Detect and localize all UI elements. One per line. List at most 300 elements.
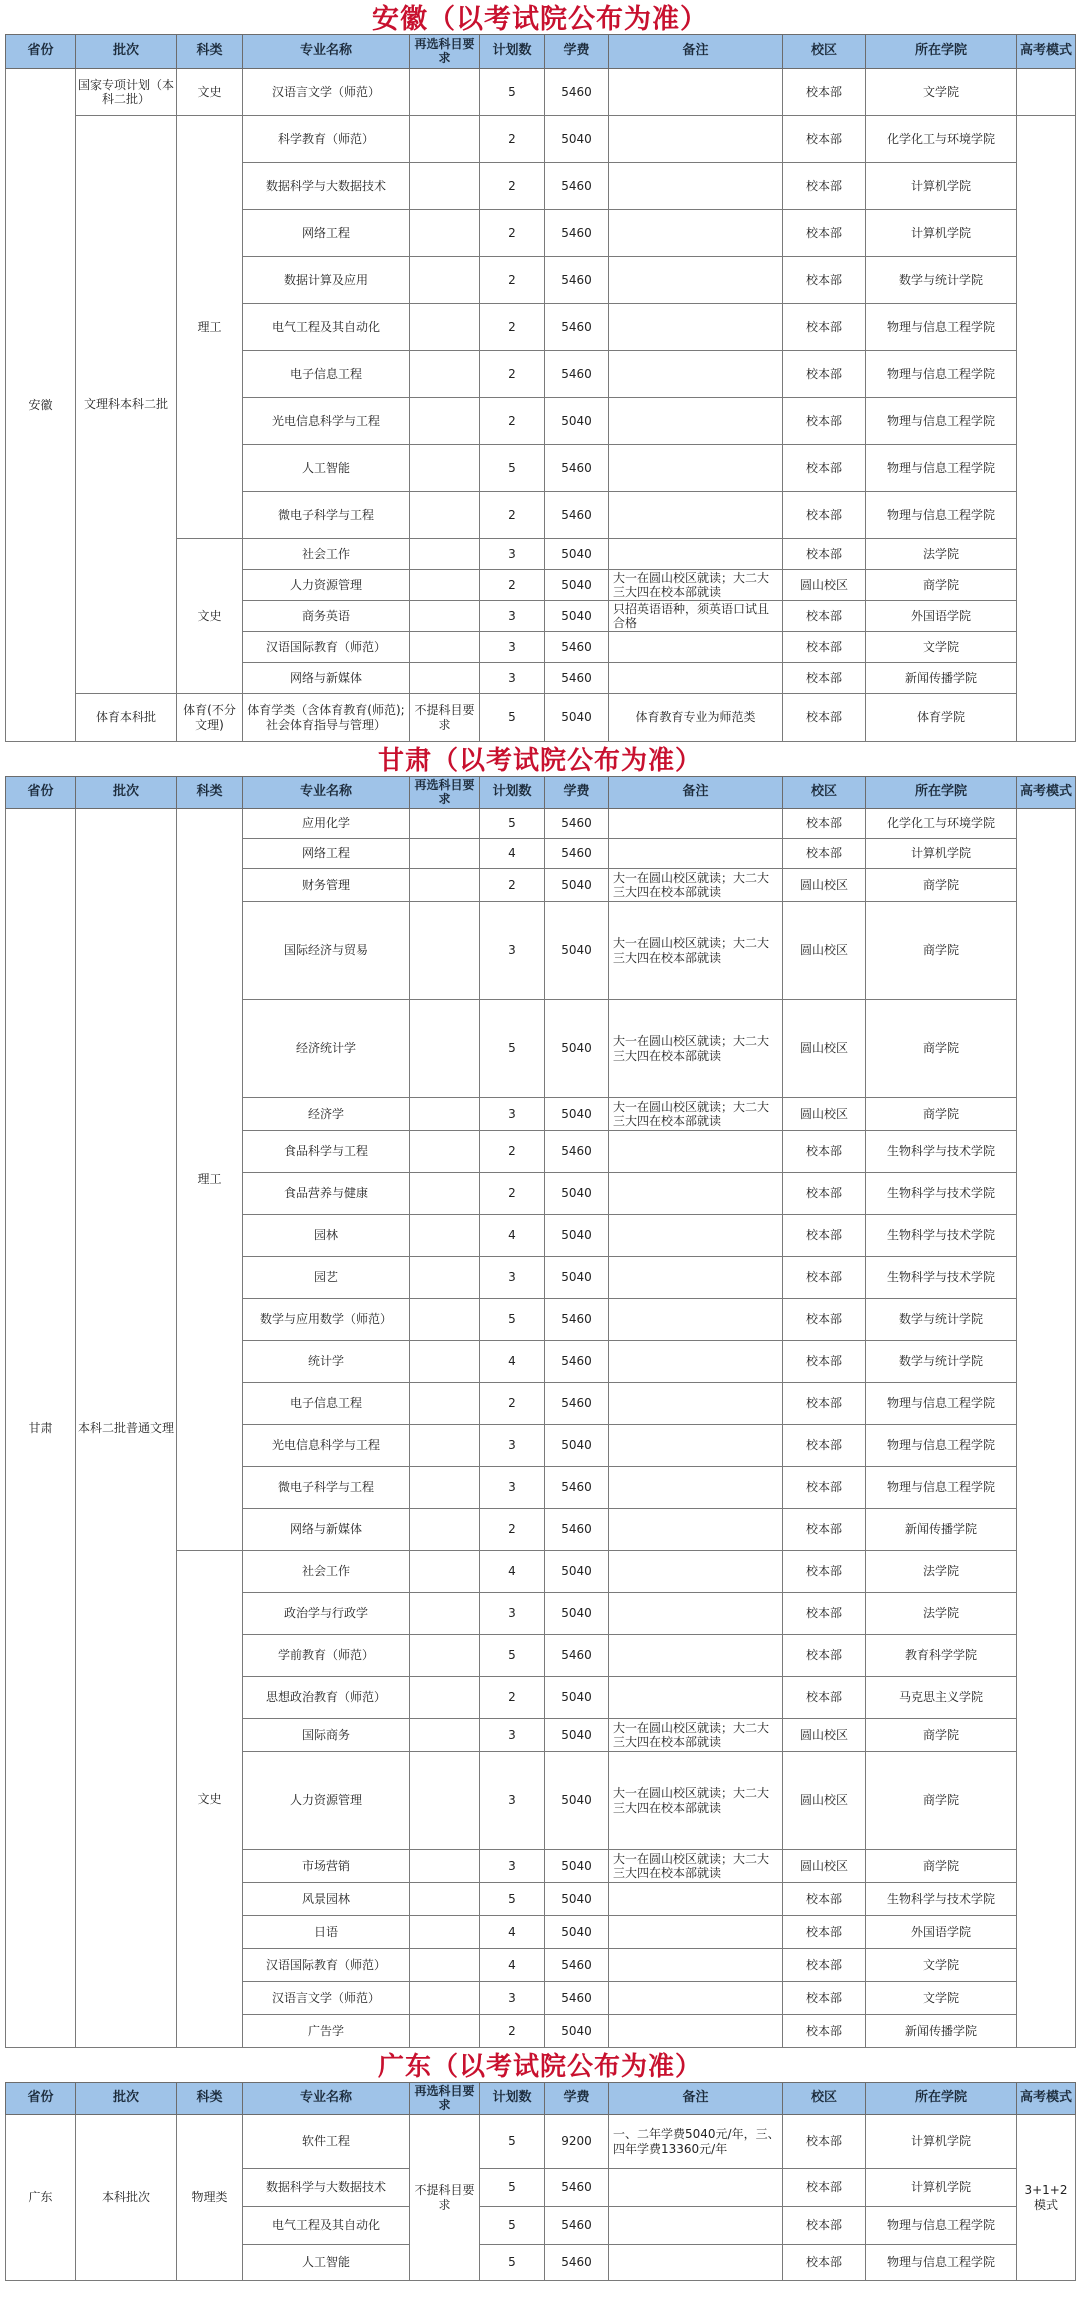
fee-cell: 5460 bbox=[545, 1383, 609, 1425]
fee-cell: 5040 bbox=[545, 1752, 609, 1850]
table-row bbox=[6, 69, 1076, 116]
plan-cell: 2 bbox=[480, 1173, 545, 1215]
requirement-cell bbox=[410, 1215, 480, 1257]
fee-cell: 5040 bbox=[545, 1850, 609, 1883]
requirement-cell bbox=[410, 1299, 480, 1341]
header-cell: 高考模式 bbox=[1017, 35, 1076, 69]
college-cell: 商学院 bbox=[866, 1719, 1017, 1752]
batch-cell: 本科二批普通文理 bbox=[76, 809, 177, 2048]
college-cell: 文学院 bbox=[866, 632, 1017, 663]
plan-cell: 2 bbox=[480, 869, 545, 902]
plan-cell: 4 bbox=[480, 1215, 545, 1257]
requirement-cell bbox=[410, 445, 480, 492]
plan-cell: 4 bbox=[480, 1341, 545, 1383]
fee-cell: 5460 bbox=[545, 632, 609, 663]
anhui-section bbox=[0, 0, 1080, 742]
plan-cell: 2 bbox=[480, 257, 545, 304]
major-cell: 食品科学与工程 bbox=[243, 1131, 410, 1173]
note-cell bbox=[609, 1883, 783, 1916]
campus-cell: 校本部 bbox=[783, 116, 866, 163]
note-cell: 大一在圆山校区就读；大二大三大四在校本部就读 bbox=[609, 1752, 783, 1850]
admission-table bbox=[5, 776, 1076, 2048]
note-cell bbox=[609, 210, 783, 257]
campus-cell: 校本部 bbox=[783, 1425, 866, 1467]
fee-cell: 5040 bbox=[545, 398, 609, 445]
header-cell: 备注 bbox=[609, 2083, 783, 2115]
plan-cell: 3 bbox=[480, 1752, 545, 1850]
campus-cell: 校本部 bbox=[783, 2115, 866, 2169]
fee-cell: 5040 bbox=[545, 1551, 609, 1593]
table-header-row bbox=[6, 777, 1076, 809]
category-cell: 物理类 bbox=[177, 2115, 243, 2281]
table-row bbox=[6, 809, 1076, 839]
major-cell: 人力资源管理 bbox=[243, 1752, 410, 1850]
plan-cell: 4 bbox=[480, 1551, 545, 1593]
major-cell: 微电子科学与工程 bbox=[243, 1467, 410, 1509]
note-cell bbox=[609, 257, 783, 304]
header-cell: 所在学院 bbox=[866, 777, 1017, 809]
plan-cell: 5 bbox=[480, 69, 545, 116]
requirement-cell bbox=[410, 2015, 480, 2048]
major-cell: 经济统计学 bbox=[243, 1000, 410, 1098]
major-cell: 园艺 bbox=[243, 1257, 410, 1299]
note-cell: 体育教育专业为师范类 bbox=[609, 694, 783, 742]
requirement-cell bbox=[410, 632, 480, 663]
plan-cell: 2 bbox=[480, 398, 545, 445]
header-cell: 校区 bbox=[783, 777, 866, 809]
major-cell: 社会工作 bbox=[243, 539, 410, 570]
fee-cell: 5040 bbox=[545, 1719, 609, 1752]
requirement-cell bbox=[410, 351, 480, 398]
admission-table bbox=[5, 2082, 1076, 2281]
college-cell: 计算机学院 bbox=[866, 2115, 1017, 2169]
major-cell: 应用化学 bbox=[243, 809, 410, 839]
province-cell: 广东 bbox=[6, 2115, 76, 2281]
requirement-cell bbox=[410, 1677, 480, 1719]
note-cell bbox=[609, 1467, 783, 1509]
major-cell: 汉语言文学（师范） bbox=[243, 69, 410, 116]
note-cell bbox=[609, 1949, 783, 1982]
fee-cell: 5460 bbox=[545, 1949, 609, 1982]
major-cell: 微电子科学与工程 bbox=[243, 492, 410, 539]
header-cell: 学费 bbox=[545, 35, 609, 69]
campus-cell: 校本部 bbox=[783, 1551, 866, 1593]
plan-cell: 3 bbox=[480, 1593, 545, 1635]
major-cell: 体育学类（含体育教育(师范);社会体育指导与管理） bbox=[243, 694, 410, 742]
note-cell bbox=[609, 1593, 783, 1635]
campus-cell: 圆山校区 bbox=[783, 1098, 866, 1131]
fee-cell: 5460 bbox=[545, 1341, 609, 1383]
header-cell: 省份 bbox=[6, 777, 76, 809]
campus-cell: 圆山校区 bbox=[783, 1000, 866, 1098]
fee-cell: 5460 bbox=[545, 445, 609, 492]
major-cell: 商务英语 bbox=[243, 601, 410, 632]
fee-cell: 5040 bbox=[545, 2015, 609, 2048]
category-cell: 文史 bbox=[177, 539, 243, 694]
requirement-cell bbox=[410, 1949, 480, 1982]
college-cell: 新闻传播学院 bbox=[866, 663, 1017, 694]
major-cell: 园林 bbox=[243, 1215, 410, 1257]
note-cell bbox=[609, 1982, 783, 2015]
campus-cell: 校本部 bbox=[783, 445, 866, 492]
province-cell: 甘肃 bbox=[6, 809, 76, 2048]
campus-cell: 校本部 bbox=[783, 304, 866, 351]
major-cell: 广告学 bbox=[243, 2015, 410, 2048]
college-cell: 法学院 bbox=[866, 1593, 1017, 1635]
fee-cell: 5040 bbox=[545, 1593, 609, 1635]
campus-cell: 校本部 bbox=[783, 539, 866, 570]
college-cell: 文学院 bbox=[866, 69, 1017, 116]
header-cell: 科类 bbox=[177, 2083, 243, 2115]
campus-cell: 校本部 bbox=[783, 2015, 866, 2048]
major-cell: 网络与新媒体 bbox=[243, 663, 410, 694]
requirement-cell bbox=[410, 601, 480, 632]
campus-cell: 圆山校区 bbox=[783, 902, 866, 1000]
header-cell: 计划数 bbox=[480, 35, 545, 69]
requirement-cell bbox=[410, 809, 480, 839]
header-cell: 高考模式 bbox=[1017, 2083, 1076, 2115]
note-cell bbox=[609, 839, 783, 869]
campus-cell: 校本部 bbox=[783, 1215, 866, 1257]
plan-cell: 5 bbox=[480, 1635, 545, 1677]
table-header-row bbox=[6, 2083, 1076, 2115]
campus-cell: 校本部 bbox=[783, 1982, 866, 2015]
college-cell: 商学院 bbox=[866, 869, 1017, 902]
table-header-row bbox=[6, 35, 1076, 69]
major-cell: 社会工作 bbox=[243, 1551, 410, 1593]
category-cell: 体育(不分文理) bbox=[177, 694, 243, 742]
major-cell: 市场营销 bbox=[243, 1850, 410, 1883]
table-row bbox=[6, 2115, 1076, 2169]
mode-cell bbox=[1017, 809, 1076, 2048]
fee-cell: 5040 bbox=[545, 1098, 609, 1131]
requirement-cell bbox=[410, 1850, 480, 1883]
campus-cell: 校本部 bbox=[783, 663, 866, 694]
major-cell: 人力资源管理 bbox=[243, 570, 410, 601]
college-cell: 法学院 bbox=[866, 539, 1017, 570]
plan-cell: 5 bbox=[480, 2115, 545, 2169]
note-cell bbox=[609, 304, 783, 351]
campus-cell: 校本部 bbox=[783, 1677, 866, 1719]
note-cell bbox=[609, 1257, 783, 1299]
campus-cell: 校本部 bbox=[783, 839, 866, 869]
plan-cell: 3 bbox=[480, 902, 545, 1000]
college-cell: 计算机学院 bbox=[866, 839, 1017, 869]
note-cell: 大一在圆山校区就读；大二大三大四在校本部就读 bbox=[609, 1098, 783, 1131]
province-cell: 安徽 bbox=[6, 69, 76, 742]
campus-cell: 校本部 bbox=[783, 2245, 866, 2281]
fee-cell: 5460 bbox=[545, 1131, 609, 1173]
note-cell bbox=[609, 1509, 783, 1551]
note-cell bbox=[609, 809, 783, 839]
college-cell: 商学院 bbox=[866, 1850, 1017, 1883]
header-cell: 省份 bbox=[6, 2083, 76, 2115]
section-title: 安徽（以考试院公布为准） bbox=[372, 4, 708, 35]
major-cell: 电气工程及其自动化 bbox=[243, 304, 410, 351]
fee-cell: 5040 bbox=[545, 601, 609, 632]
batch-cell: 体育本科批 bbox=[76, 694, 177, 742]
header-cell: 专业名称 bbox=[243, 35, 410, 69]
note-cell: 一、二年学费5040元/年，三、四年学费13360元/年 bbox=[609, 2115, 783, 2169]
fee-cell: 5040 bbox=[545, 1257, 609, 1299]
college-cell: 物理与信息工程学院 bbox=[866, 1425, 1017, 1467]
header-cell: 备注 bbox=[609, 777, 783, 809]
campus-cell: 校本部 bbox=[783, 1593, 866, 1635]
campus-cell: 圆山校区 bbox=[783, 1719, 866, 1752]
mode-cell bbox=[1017, 69, 1076, 116]
college-cell: 生物科学与技术学院 bbox=[866, 1173, 1017, 1215]
requirement-cell bbox=[410, 1916, 480, 1949]
plan-cell: 2 bbox=[480, 492, 545, 539]
college-cell: 生物科学与技术学院 bbox=[866, 1883, 1017, 1916]
header-cell: 科类 bbox=[177, 35, 243, 69]
fee-cell: 5460 bbox=[545, 304, 609, 351]
college-cell: 物理与信息工程学院 bbox=[866, 304, 1017, 351]
requirement-cell: 不提科目要求 bbox=[410, 694, 480, 742]
plan-cell: 5 bbox=[480, 2169, 545, 2207]
major-cell: 学前教育（师范） bbox=[243, 1635, 410, 1677]
campus-cell: 圆山校区 bbox=[783, 1850, 866, 1883]
major-cell: 财务管理 bbox=[243, 869, 410, 902]
college-cell: 生物科学与技术学院 bbox=[866, 1131, 1017, 1173]
note-cell bbox=[609, 351, 783, 398]
college-cell: 物理与信息工程学院 bbox=[866, 351, 1017, 398]
requirement-cell bbox=[410, 1000, 480, 1098]
major-cell: 汉语国际教育（师范） bbox=[243, 1949, 410, 1982]
requirement-cell bbox=[410, 492, 480, 539]
college-cell: 外国语学院 bbox=[866, 1916, 1017, 1949]
requirement-cell bbox=[410, 257, 480, 304]
note-cell bbox=[609, 2207, 783, 2245]
campus-cell: 校本部 bbox=[783, 1509, 866, 1551]
campus-cell: 校本部 bbox=[783, 1635, 866, 1677]
plan-cell: 5 bbox=[480, 1299, 545, 1341]
header-cell: 校区 bbox=[783, 2083, 866, 2115]
major-cell: 电气工程及其自动化 bbox=[243, 2207, 410, 2245]
major-cell: 数据科学与大数据技术 bbox=[243, 2169, 410, 2207]
college-cell: 商学院 bbox=[866, 902, 1017, 1000]
plan-cell: 2 bbox=[480, 163, 545, 210]
fee-cell: 5040 bbox=[545, 1677, 609, 1719]
note-cell bbox=[609, 445, 783, 492]
major-cell: 思想政治教育（师范） bbox=[243, 1677, 410, 1719]
plan-cell: 2 bbox=[480, 1677, 545, 1719]
fee-cell: 5040 bbox=[545, 1425, 609, 1467]
header-cell: 再选科目要求 bbox=[410, 2083, 480, 2115]
campus-cell: 校本部 bbox=[783, 809, 866, 839]
fee-cell: 5040 bbox=[545, 869, 609, 902]
campus-cell: 校本部 bbox=[783, 1131, 866, 1173]
fee-cell: 5040 bbox=[545, 694, 609, 742]
section-title: 甘肃（以考试院公布为准） bbox=[377, 746, 702, 776]
plan-cell: 2 bbox=[480, 1509, 545, 1551]
note-cell bbox=[609, 163, 783, 210]
guangdong-section bbox=[0, 2048, 1080, 2281]
major-cell: 统计学 bbox=[243, 1341, 410, 1383]
requirement-cell: 不提科目要求 bbox=[410, 2115, 480, 2281]
campus-cell: 校本部 bbox=[783, 210, 866, 257]
college-cell: 计算机学院 bbox=[866, 210, 1017, 257]
major-cell: 国际经济与贸易 bbox=[243, 902, 410, 1000]
campus-cell: 校本部 bbox=[783, 2207, 866, 2245]
note-cell bbox=[609, 69, 783, 116]
plan-cell: 5 bbox=[480, 809, 545, 839]
requirement-cell bbox=[410, 1719, 480, 1752]
note-cell bbox=[609, 1173, 783, 1215]
college-cell: 商学院 bbox=[866, 1752, 1017, 1850]
college-cell: 物理与信息工程学院 bbox=[866, 2207, 1017, 2245]
note-cell: 大一在圆山校区就读；大二大三大四在校本部就读 bbox=[609, 1719, 783, 1752]
plan-cell: 2 bbox=[480, 210, 545, 257]
major-cell: 政治学与行政学 bbox=[243, 1593, 410, 1635]
college-cell: 法学院 bbox=[866, 1551, 1017, 1593]
plan-cell: 3 bbox=[480, 1425, 545, 1467]
major-cell: 经济学 bbox=[243, 1098, 410, 1131]
major-cell: 国际商务 bbox=[243, 1719, 410, 1752]
requirement-cell bbox=[410, 1883, 480, 1916]
college-cell: 数学与统计学院 bbox=[866, 1299, 1017, 1341]
table-row bbox=[6, 116, 1076, 163]
fee-cell: 5460 bbox=[545, 492, 609, 539]
campus-cell: 校本部 bbox=[783, 1467, 866, 1509]
fee-cell: 5460 bbox=[545, 1299, 609, 1341]
note-cell bbox=[609, 632, 783, 663]
fee-cell: 5460 bbox=[545, 69, 609, 116]
requirement-cell bbox=[410, 1551, 480, 1593]
college-cell: 商学院 bbox=[866, 570, 1017, 601]
plan-cell: 2 bbox=[480, 2015, 545, 2048]
college-cell: 生物科学与技术学院 bbox=[866, 1257, 1017, 1299]
plan-cell: 3 bbox=[480, 539, 545, 570]
college-cell: 物理与信息工程学院 bbox=[866, 492, 1017, 539]
college-cell: 物理与信息工程学院 bbox=[866, 1383, 1017, 1425]
requirement-cell bbox=[410, 163, 480, 210]
plan-cell: 2 bbox=[480, 304, 545, 351]
note-cell: 大一在圆山校区就读；大二大三大四在校本部就读 bbox=[609, 1850, 783, 1883]
requirement-cell bbox=[410, 1593, 480, 1635]
requirement-cell bbox=[410, 570, 480, 601]
campus-cell: 校本部 bbox=[783, 257, 866, 304]
major-cell: 数学与应用数学（师范） bbox=[243, 1299, 410, 1341]
campus-cell: 校本部 bbox=[783, 1299, 866, 1341]
plan-cell: 2 bbox=[480, 116, 545, 163]
plan-cell: 3 bbox=[480, 632, 545, 663]
note-cell bbox=[609, 1131, 783, 1173]
header-cell: 学费 bbox=[545, 777, 609, 809]
fee-cell: 5460 bbox=[545, 2169, 609, 2207]
fee-cell: 5460 bbox=[545, 809, 609, 839]
header-cell: 再选科目要求 bbox=[410, 777, 480, 809]
plan-cell: 2 bbox=[480, 351, 545, 398]
campus-cell: 校本部 bbox=[783, 601, 866, 632]
note-cell bbox=[609, 539, 783, 570]
plan-cell: 2 bbox=[480, 1131, 545, 1173]
requirement-cell bbox=[410, 902, 480, 1000]
requirement-cell bbox=[410, 1098, 480, 1131]
requirement-cell bbox=[410, 1383, 480, 1425]
major-cell: 风景园林 bbox=[243, 1883, 410, 1916]
fee-cell: 9200 bbox=[545, 2115, 609, 2169]
admission-table bbox=[5, 34, 1076, 742]
major-cell: 光电信息科学与工程 bbox=[243, 1425, 410, 1467]
fee-cell: 5460 bbox=[545, 351, 609, 398]
college-cell: 物理与信息工程学院 bbox=[866, 2245, 1017, 2281]
fee-cell: 5040 bbox=[545, 1916, 609, 1949]
plan-cell: 4 bbox=[480, 1949, 545, 1982]
mode-cell: 3+1+2模式 bbox=[1017, 2115, 1076, 2281]
college-cell: 教育科学学院 bbox=[866, 1635, 1017, 1677]
note-cell bbox=[609, 1215, 783, 1257]
college-cell: 计算机学院 bbox=[866, 163, 1017, 210]
college-cell: 马克思主义学院 bbox=[866, 1677, 1017, 1719]
major-cell: 光电信息科学与工程 bbox=[243, 398, 410, 445]
note-cell bbox=[609, 1916, 783, 1949]
major-cell: 电子信息工程 bbox=[243, 351, 410, 398]
requirement-cell bbox=[410, 663, 480, 694]
plan-cell: 3 bbox=[480, 1850, 545, 1883]
header-cell: 计划数 bbox=[480, 777, 545, 809]
note-cell: 大一在圆山校区就读；大二大三大四在校本部就读 bbox=[609, 570, 783, 601]
header-cell: 省份 bbox=[6, 35, 76, 69]
header-cell: 高考模式 bbox=[1017, 777, 1076, 809]
major-cell: 软件工程 bbox=[243, 2115, 410, 2169]
fee-cell: 5460 bbox=[545, 1467, 609, 1509]
note-cell bbox=[609, 1341, 783, 1383]
batch-cell: 文理科本科二批 bbox=[76, 116, 177, 694]
fee-cell: 5040 bbox=[545, 570, 609, 601]
fee-cell: 5040 bbox=[545, 902, 609, 1000]
fee-cell: 5460 bbox=[545, 2245, 609, 2281]
campus-cell: 圆山校区 bbox=[783, 1752, 866, 1850]
header-cell: 批次 bbox=[76, 777, 177, 809]
category-cell: 理工 bbox=[177, 809, 243, 1551]
requirement-cell bbox=[410, 116, 480, 163]
major-cell: 网络工程 bbox=[243, 210, 410, 257]
fee-cell: 5460 bbox=[545, 839, 609, 869]
campus-cell: 校本部 bbox=[783, 1916, 866, 1949]
college-cell: 体育学院 bbox=[866, 694, 1017, 742]
major-cell: 电子信息工程 bbox=[243, 1383, 410, 1425]
fee-cell: 5460 bbox=[545, 210, 609, 257]
major-cell: 汉语言文学（师范） bbox=[243, 1982, 410, 2015]
college-cell: 文学院 bbox=[866, 1982, 1017, 2015]
plan-cell: 3 bbox=[480, 1257, 545, 1299]
note-cell bbox=[609, 2169, 783, 2207]
requirement-cell bbox=[410, 539, 480, 570]
major-cell: 人工智能 bbox=[243, 2245, 410, 2281]
campus-cell: 校本部 bbox=[783, 1341, 866, 1383]
note-cell: 大一在圆山校区就读；大二大三大四在校本部就读 bbox=[609, 902, 783, 1000]
fee-cell: 5460 bbox=[545, 663, 609, 694]
note-cell bbox=[609, 1299, 783, 1341]
plan-cell: 5 bbox=[480, 1000, 545, 1098]
plan-cell: 5 bbox=[480, 694, 545, 742]
college-cell: 化学化工与环境学院 bbox=[866, 116, 1017, 163]
college-cell: 物理与信息工程学院 bbox=[866, 1467, 1017, 1509]
college-cell: 文学院 bbox=[866, 1949, 1017, 1982]
header-cell: 科类 bbox=[177, 777, 243, 809]
note-cell bbox=[609, 1425, 783, 1467]
gansu-section bbox=[0, 742, 1080, 2048]
campus-cell: 圆山校区 bbox=[783, 869, 866, 902]
fee-cell: 5040 bbox=[545, 1883, 609, 1916]
college-cell: 数学与统计学院 bbox=[866, 1341, 1017, 1383]
requirement-cell bbox=[410, 1509, 480, 1551]
plan-cell: 3 bbox=[480, 1467, 545, 1509]
fee-cell: 5040 bbox=[545, 1215, 609, 1257]
major-cell: 数据计算及应用 bbox=[243, 257, 410, 304]
fee-cell: 5040 bbox=[545, 116, 609, 163]
